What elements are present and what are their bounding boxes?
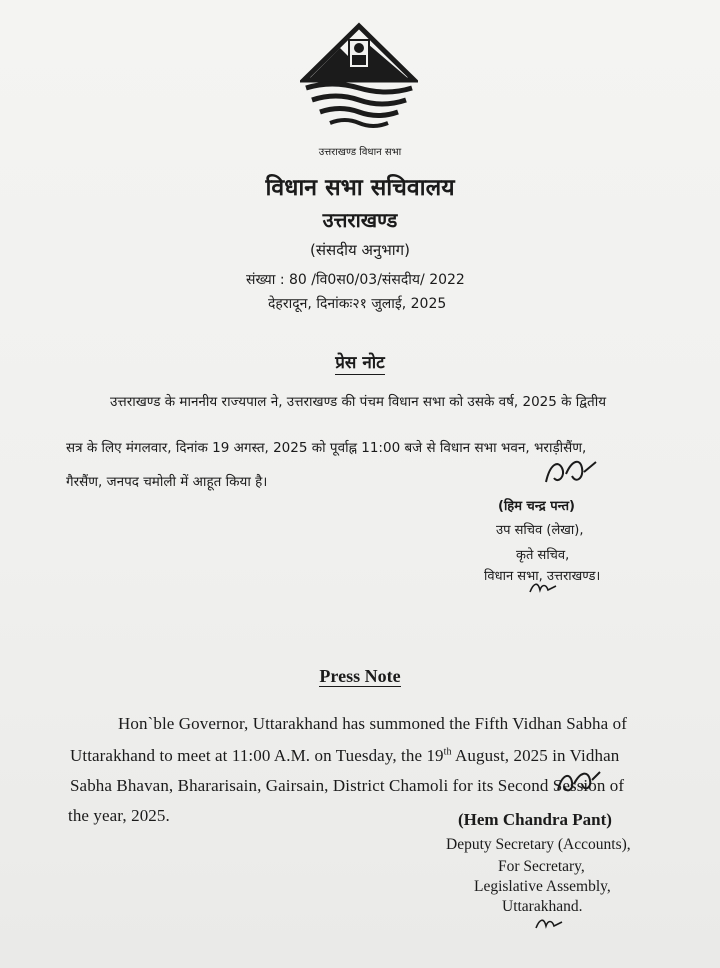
hindi-paragraph-line-3: गैरसैंण, जनपद चमोली में आहूत किया है।	[66, 474, 268, 490]
english-signatory-state: Uttarakhand.	[502, 898, 583, 915]
english-paragraph-line-2: Uttarakhand to meet at 11:00 A.M. on Tuesday, the 19th August, 2025 in Vidhan	[70, 746, 620, 765]
english-paragraph-line-4: the year, 2025.	[68, 806, 170, 825]
hindi-signatory-name: (हिम चन्द्र पन्त)	[498, 499, 575, 514]
dated-line: देहरादून, दिनांकः२१ जुलाई, 2025	[268, 296, 447, 312]
office-heading: विधान सभा सचिवालय	[265, 175, 455, 201]
hindi-paragraph-line-2: सत्र के लिए मंगलवार, दिनांक 19 अगस्त, 2025 को पूर्वाह्न 11:00 बजे से विधान सभा भवन, भराड़ीसैंण,	[66, 440, 587, 456]
reference-number: संख्या : 80 /वि0स0/03/संसदीय/ 2022	[246, 272, 465, 288]
english-signatory-designation: Deputy Secretary (Accounts),	[446, 836, 631, 853]
state-heading: उत्तराखण्ड	[322, 208, 398, 232]
english-signatory-office: Legislative Assembly,	[474, 878, 611, 895]
english-initials	[534, 914, 564, 932]
english-signature	[552, 766, 602, 798]
hindi-signatory-office: विधान सभा, उत्तराखण्ड।	[484, 569, 601, 584]
hindi-initials	[528, 580, 558, 596]
english-press-note-title: Press Note	[319, 666, 401, 686]
hindi-paragraph-line-1: उत्तराखण्ड के माननीय राज्यपाल ने, उत्तराखण्ड की पंचम विधान सभा को उसके वर्ष, 2025 के द्वितीय	[110, 394, 607, 410]
english-paragraph-line-1: Hon`ble Governor, Uttarakhand has summoned the Fifth Vidhan Sabha of	[118, 714, 628, 733]
emblem-caption: उत्तराखण्ड विधान सभा	[318, 147, 402, 158]
section-heading: (संसदीय अनुभाग)	[310, 241, 410, 259]
assembly-emblem-logo	[300, 22, 418, 134]
english-signatory-for: For Secretary,	[498, 858, 585, 875]
english-paragraph-line-3: Sabha Bhavan, Bhararisain, Gairsain, District Chamoli for its Second Session of	[70, 776, 625, 795]
hindi-press-note-title: प्रेस नोट	[335, 353, 385, 373]
hindi-signatory-for: कृते सचिव,	[516, 548, 570, 563]
hindi-signatory-designation: उप सचिव (लेखा),	[496, 523, 584, 538]
english-signatory-name: (Hem Chandra Pant)	[458, 810, 612, 829]
hindi-signature	[540, 454, 600, 490]
